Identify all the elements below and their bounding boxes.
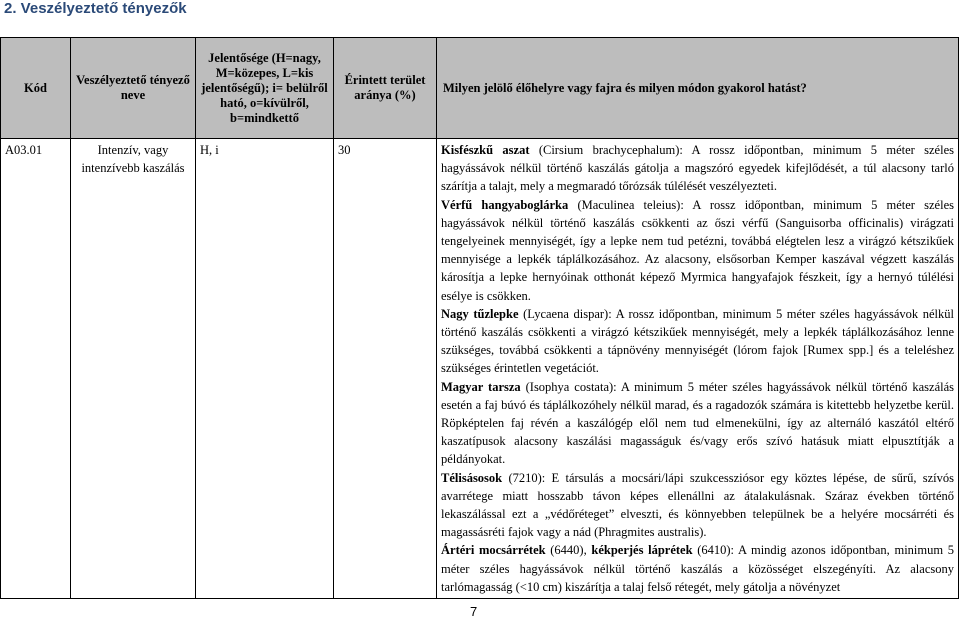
entry-verfu-hangyabog: Vérfű hangyaboglárka (Maculinea teleius): A rossz időpontban, minimum 5 méter széles hagyássávok nélkül történő kaszálás csökkenti az őszi vérfű (Sanguisorba officinalis) virágzati tengelyeinek mennyiségét, így a lepke nem tud petézni, továbbá elégtelen lesz a virágzó kétszikűek mennyisége a lepkék táplálkozásához. Az alacsony, elsősorban Kemper kaszával végzett kaszálás károsítja a lepke hernyóinak otthonát képező Myrmica hangyafajok fészkeit, így a hernyó túlélési esélye is csökken. [441, 197, 954, 303]
page-number: 7 [470, 604, 478, 619]
entry-telisasosok: Télisásosok (7210): E társulás a mocsári/lápi szukcessziósor egy köztes lépése, de sűrű, szívós avarrétege miatt hosszabb távon képes ellenállni az átalakulásnak. Száraz években történő lekaszálással ezt a „védőréteget” elveszti, és könnyebben települnek be a helyére mocsárréti és magassásréti fajok vagy a nád (Phragmites australis). [441, 470, 954, 540]
header-nev: Veszélyeztető tényező neve [71, 38, 196, 139]
entry-kisfeszku-aszat: Kisfészkű aszat (Cirsium brachycephalum): A rossz időpontban, minimum 5 méter széles hagyássávok nélkül történő kaszálás gátolja a magszóró egyedek kifejlődését, a túl alacsony tarló szárítja a talajt, mely a megmaradó tőrózsák túlélését veszélyezteti. [441, 143, 954, 194]
header-arany: Érintett terület aránya (%) [334, 38, 437, 139]
table-header-row [1, 38, 959, 139]
cell-kod: A03.01 [1, 139, 71, 599]
entry-nagy-tuzlepke: Nagy tűzlepke (Lycaena dispar): A rossz időpontban, minimum 5 méter széles hagyássávok nélkül történő kaszálás csökkenti a virágzó kétszikűek mennyiségét, mely a lepkék táplálkozásához lenne szükséges, továbbá csökkenti a tápnövény mennyiségét (lórom fajok [Rumex spp.] és a teleléshez szükséges érintetlen vegetációt. [441, 306, 954, 376]
table-row [1, 139, 959, 599]
header-kod: Kód [1, 38, 71, 139]
cell-arany: 30 [334, 139, 437, 599]
header-jelentoseg: Jelentősége (H=nagy, M=közepes, L=kis jelentőségű); i= belülről ható, o=kívülről, b=mindkettő [196, 38, 334, 139]
section-heading: 2. Veszélyeztető tényezők [4, 0, 187, 17]
cell-nev: Intenzív, vagy intenzívebb kaszálás [71, 139, 196, 599]
threats-table [0, 37, 959, 599]
cell-jelentoseg: H, i [196, 139, 334, 599]
cell-hatas [437, 139, 959, 599]
entry-magyar-tarsza: Magyar tarsza (Isophya costata): A minimum 5 méter széles hagyássávok nélkül történő kaszálás esetén a faj búvó és táplálkozóhely nélkül marad, és a ragadozók számára is kitettebb helyzetbe kerül. Röpképtelen faj révén a kaszálógép elől nem tud elmenekülni, így az alternáló kaszától eltérő kaszatípusok alacsony kaszálási magasságuk és/vagy erős szívó hatásuk miatt elpusztítják a példányokat. [441, 379, 955, 467]
entry-arteri-mocsarretek: Ártéri mocsárrétek (6440), kékperjés láprétek (6410): A mindig azonos időpontban, minimum 5 méter széles hagyássávok nélkül történő kaszálás a közösséget elszegényíti. Az alacsony tarlómagasság (<10 cm) kiszárítja a talaj felső rétegét, mely gátolja a növényzet [441, 543, 954, 594]
header-hatas: Milyen jelölő élőhelyre vagy fajra és milyen módon gyakorol hatást? [437, 38, 959, 139]
